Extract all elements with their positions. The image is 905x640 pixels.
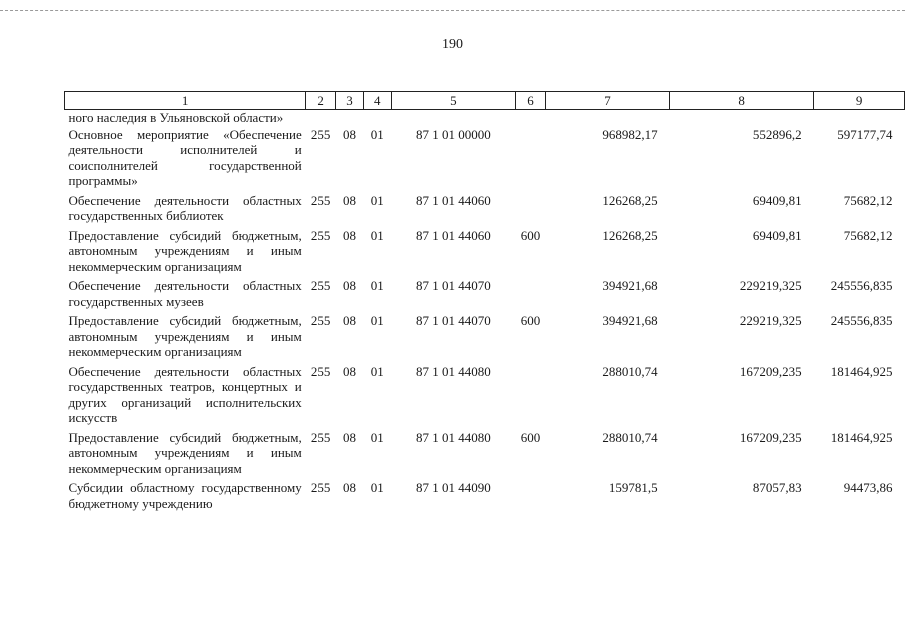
row-name: Предоставление субсидий бюджетным, автономным учреждениям и иным некоммерческим организациям xyxy=(68,227,302,274)
header-col-9: 9 xyxy=(814,92,905,110)
row-admin-code xyxy=(306,110,336,127)
row-amount-9: 181464,925 xyxy=(830,429,893,445)
row-expense-type: 600 xyxy=(520,429,541,445)
row-amount-7: 968982,17 xyxy=(602,126,658,142)
row-expense-type xyxy=(516,193,546,228)
row-amount-8: 167209,235 xyxy=(739,363,802,379)
budget-table xyxy=(64,91,905,515)
row-expense-type xyxy=(516,364,546,430)
row-subsection: 01 xyxy=(370,227,384,243)
row-admin-code: 255 xyxy=(310,480,331,495)
header-col-4: 4 xyxy=(363,92,391,110)
header-col-6: 6 xyxy=(516,92,546,110)
table-row xyxy=(65,430,905,481)
row-section: 08 xyxy=(342,227,356,243)
row-amount-9: 75682,12 xyxy=(843,192,893,208)
row-target-article: 87 1 01 44080 xyxy=(415,429,491,445)
table-row xyxy=(65,110,905,127)
table-row xyxy=(65,278,905,313)
header-col-5: 5 xyxy=(391,92,515,110)
row-target-article: 87 1 01 44090 xyxy=(415,480,491,495)
row-target-article: 87 1 01 44070 xyxy=(415,278,491,293)
row-expense-type xyxy=(516,127,546,193)
row-section: 08 xyxy=(342,480,356,495)
row-amount-7: 159781,5 xyxy=(608,480,658,495)
row-amount-9: 597177,74 xyxy=(837,126,893,142)
row-expense-type xyxy=(516,278,546,313)
row-subsection: 01 xyxy=(370,192,384,208)
row-amount-7: 394921,68 xyxy=(602,278,658,293)
table-row xyxy=(65,364,905,430)
top-edge-rule xyxy=(0,10,905,11)
row-amount-8: 69409,81 xyxy=(752,227,802,243)
table-row xyxy=(65,127,905,193)
row-amount-8: 552896,2 xyxy=(752,126,802,142)
row-amount-7: 288010,74 xyxy=(602,429,658,445)
row-amount-8: 229219,325 xyxy=(739,313,802,328)
row-subsection xyxy=(363,110,391,127)
row-amount-9: 94473,86 xyxy=(843,480,893,495)
row-admin-code: 255 xyxy=(310,192,331,208)
row-name: Субсидии областному государственному бюджетному учреждению xyxy=(68,480,302,511)
table-row xyxy=(65,228,905,279)
row-section: 08 xyxy=(342,429,356,445)
row-section: 08 xyxy=(342,192,356,208)
row-amount-8: 167209,235 xyxy=(739,429,802,445)
row-amount-9: 181464,925 xyxy=(830,363,893,379)
header-col-1: 1 xyxy=(65,92,306,110)
row-section: 08 xyxy=(342,126,356,142)
row-expense-type xyxy=(516,110,546,127)
row-amount-9: 245556,835 xyxy=(830,278,893,293)
row-subsection: 01 xyxy=(370,126,384,142)
row-amount-8 xyxy=(670,110,814,127)
row-amount-7: 126268,25 xyxy=(602,192,658,208)
row-amount-7 xyxy=(545,110,669,127)
row-section: 08 xyxy=(342,313,356,328)
row-amount-9 xyxy=(814,110,905,127)
row-section xyxy=(336,110,364,127)
row-admin-code: 255 xyxy=(310,429,331,445)
row-amount-9: 245556,835 xyxy=(830,313,893,328)
row-name: Предоставление субсидий бюджетным, автономным учреждениям и иным некоммерческим организациям xyxy=(68,313,302,359)
row-amount-7: 394921,68 xyxy=(602,313,658,328)
row-admin-code: 255 xyxy=(310,313,331,328)
header-col-3: 3 xyxy=(336,92,364,110)
header-col-8: 8 xyxy=(670,92,814,110)
row-amount-7: 126268,25 xyxy=(602,227,658,243)
header-row xyxy=(65,92,905,110)
row-admin-code: 255 xyxy=(310,363,331,379)
row-admin-code: 255 xyxy=(310,126,331,142)
row-target-article: 87 1 01 44060 xyxy=(415,227,491,243)
row-target-article: 87 1 01 44080 xyxy=(415,363,491,379)
page-number: 190 xyxy=(442,37,463,52)
header-col-7: 7 xyxy=(545,92,669,110)
row-amount-8: 229219,325 xyxy=(739,278,802,293)
row-admin-code: 255 xyxy=(310,227,331,243)
row-section: 08 xyxy=(342,278,356,293)
row-target-article xyxy=(391,110,515,127)
row-target-article: 87 1 01 00000 xyxy=(415,126,491,142)
row-subsection: 01 xyxy=(370,429,384,445)
row-subsection: 01 xyxy=(370,480,384,495)
row-subsection: 01 xyxy=(370,363,384,379)
row-name: Обеспечение деятельности областных государственных театров, концертных и других организаций исполнительских искусств xyxy=(68,363,302,425)
row-subsection: 01 xyxy=(370,313,384,328)
table-row xyxy=(65,313,905,364)
row-target-article: 87 1 01 44060 xyxy=(415,192,491,208)
row-amount-9: 75682,12 xyxy=(843,227,893,243)
row-name: Обеспечение деятельности областных государственных библиотек xyxy=(68,192,302,223)
row-expense-type: 600 xyxy=(520,313,541,328)
table-row xyxy=(65,193,905,228)
row-amount-8: 69409,81 xyxy=(752,192,802,208)
row-name: Обеспечение деятельности областных государственных музеев xyxy=(68,278,302,309)
row-expense-type: 600 xyxy=(520,227,541,243)
row-name: Основное мероприятие «Обеспечение деятельности исполнителей и соисполнителей государственной программы» xyxy=(68,126,302,188)
row-subsection: 01 xyxy=(370,278,384,293)
row-admin-code: 255 xyxy=(310,278,331,293)
table-row xyxy=(65,480,905,515)
row-name: Предоставление субсидий бюджетным, автономным учреждениям и иным некоммерческим организациям xyxy=(68,429,302,476)
row-amount-8: 87057,83 xyxy=(752,480,802,495)
row-expense-type xyxy=(516,480,546,515)
row-section: 08 xyxy=(342,363,356,379)
row-target-article: 87 1 01 44070 xyxy=(415,313,491,328)
header-col-2: 2 xyxy=(306,92,336,110)
row-name: ного наследия в Ульяновской области» xyxy=(68,110,284,125)
row-amount-7: 288010,74 xyxy=(602,363,658,379)
